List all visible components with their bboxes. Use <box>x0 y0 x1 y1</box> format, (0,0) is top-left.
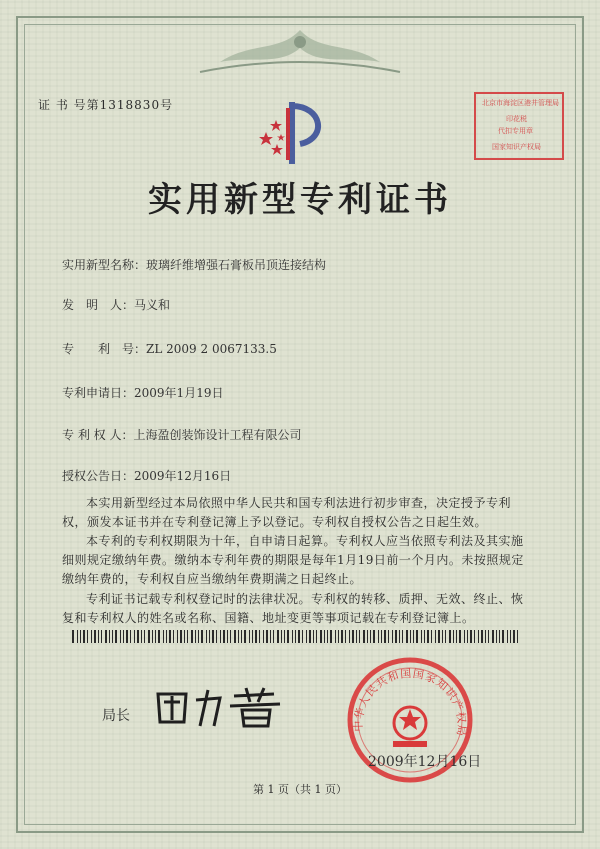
stamp-line-1: 北京市海淀区港井管理局 <box>482 99 559 107</box>
paragraph-legal-status: 专利证书记载专利权登记时的法律状况。专利权的转移、质押、无效、终止、恢复和专利权人的姓名或名称、国籍、地址变更等事项记载在专利登记簿上。 <box>62 592 524 625</box>
grant-date-label: 授权公告日： <box>62 469 135 483</box>
patentee-value: 上海盈创装饰设计工程有限公司 <box>133 428 302 442</box>
row-filing-date <box>62 384 223 401</box>
row-grant-date <box>62 467 231 484</box>
row-inventor <box>62 296 170 313</box>
signature-image <box>150 682 290 732</box>
name-label: 实用新型名称： <box>62 258 147 272</box>
stamp-line-3: 代扣专用章 <box>498 127 533 135</box>
stamp-tax-box <box>474 92 564 160</box>
seal-date: 2009年12月16日 <box>368 754 482 770</box>
certificate-title: 实用新型专利证书 <box>148 180 452 220</box>
stamp-line-4: 国家知识产权局 <box>492 143 541 151</box>
certificate-number: 证 书 号第1318830号 <box>38 98 174 112</box>
stamp-line-2: 印花税 <box>506 115 527 123</box>
barcode-icon <box>72 630 520 643</box>
patentee-label: 专 利 权 人： <box>62 428 134 442</box>
page-number: 第 1 页（共 1 页） <box>253 783 347 796</box>
row-patentee <box>62 426 301 443</box>
seal-text: 中华人民共和国国家知识产权局 <box>351 666 469 738</box>
filing-date-label: 专利申请日： <box>62 386 135 400</box>
cnipa-logo-icon <box>252 98 336 166</box>
inventor-label: 发 明 人： <box>62 298 135 312</box>
filing-date-value: 2009年1月19日 <box>134 386 224 400</box>
top-ornament-icon <box>180 22 420 82</box>
name-value: 玻璃纤维增强石膏板吊顶连接结构 <box>146 258 327 272</box>
row-patent-number <box>62 340 277 357</box>
paragraph-term-fees: 本专利的专利权期限为十年，自申请日起算。专利权人应当依照专利法及其实施细则规定缴纳年费。缴纳本专利年费的期限是每年1月19日前一个月内。未按照规定缴纳年费的，专利权自应当缴纳年费期满之日起终止。 <box>62 534 524 586</box>
patent-number-label: 专 利 号： <box>62 342 147 356</box>
inventor-value: 马义和 <box>134 298 171 312</box>
grant-date-value: 2009年12月16日 <box>134 469 232 483</box>
patent-number-value: ZL 2009 2 0067133.5 <box>146 342 277 356</box>
director-label: 局长 <box>102 708 130 724</box>
row-utility-model-name <box>62 256 326 273</box>
paragraph-examination: 本实用新型经过本局依照中华人民共和国专利法进行初步审查，决定授予专利权，颁发本证书并在专利登记簿上予以登记。专利权自授权公告之日起生效。 <box>62 496 512 529</box>
